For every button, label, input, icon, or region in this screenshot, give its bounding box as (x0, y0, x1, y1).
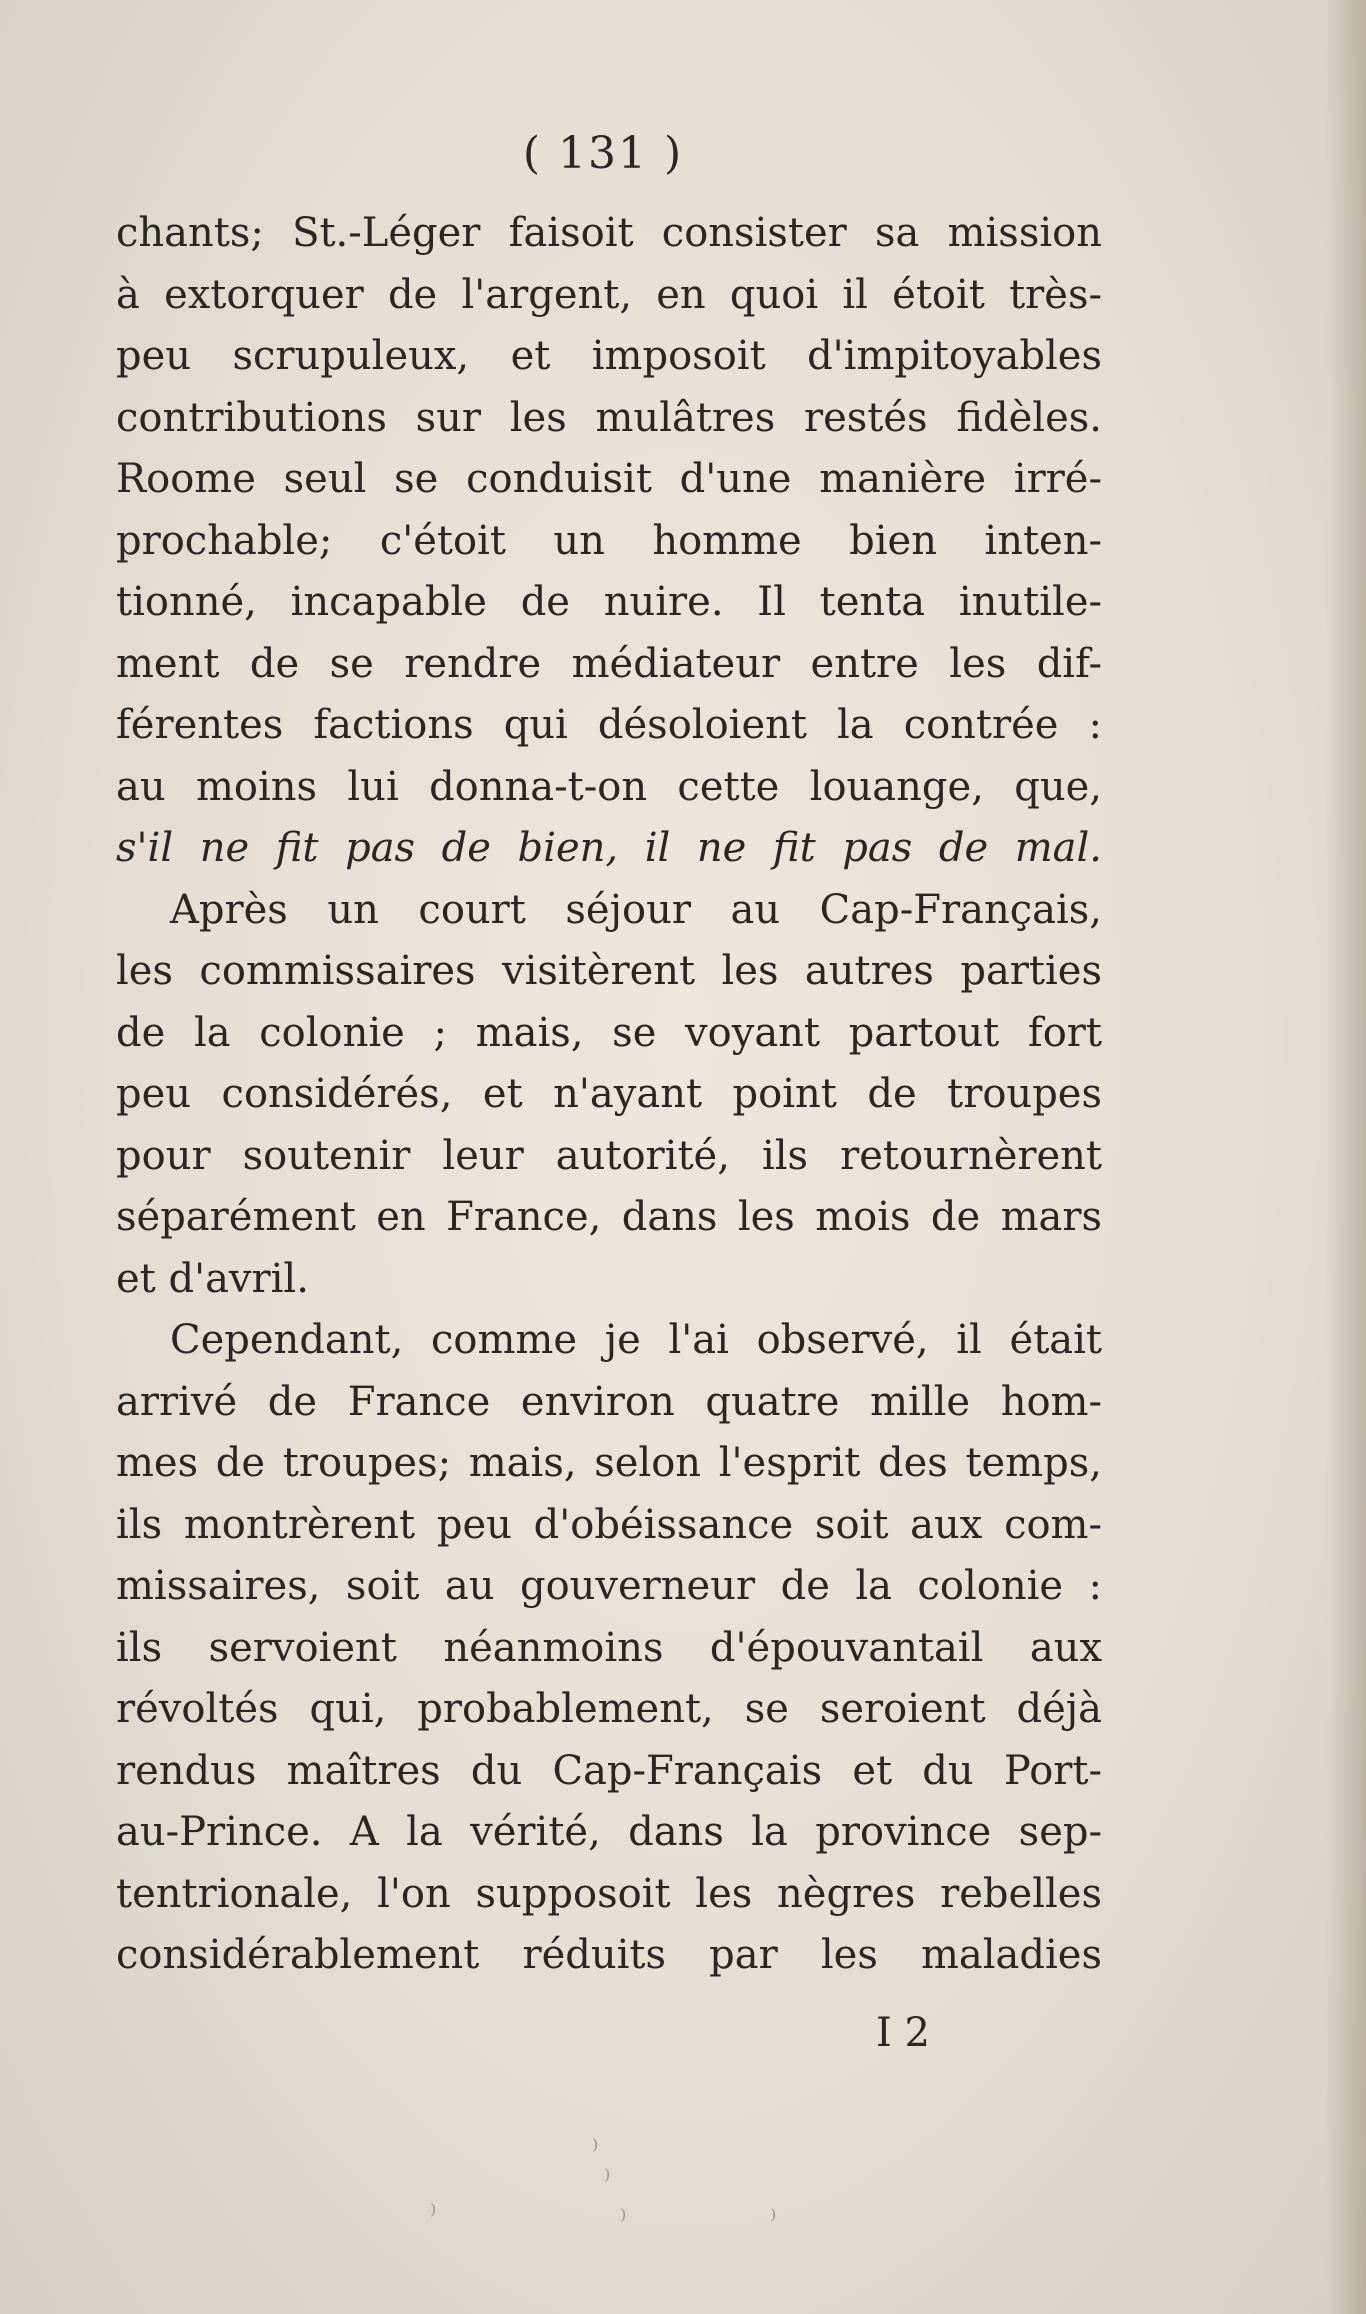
text-line: arrivé de France environ quatre mille hom- (116, 1378, 1102, 1425)
text-line: contributions sur les mulâtres restés fidèles. (116, 394, 1102, 441)
paragraph-start-line: Après un court séjour au Cap-Français, (170, 886, 1102, 933)
text-line: au-Prince. A la vérité, dans la province sep- (116, 1809, 1102, 1855)
text-line: Roome seul se conduisit d'une manière irré- (116, 456, 1102, 502)
text-line: missaires, soit au gouverneur de la colonie : (116, 1563, 1102, 1609)
ink-speck: ⁾ (770, 2205, 777, 2235)
text-line: peu considérés, et n'ayant point de troupes (116, 1071, 1102, 1117)
signature-mark: I 2 (876, 2010, 930, 2056)
text-line: les commissaires visitèrent les autres parties (116, 948, 1102, 994)
ink-speck: ⁾ (430, 2200, 437, 2230)
text-line: mes de troupes; mais, selon l'esprit des temps, (116, 1440, 1102, 1486)
ink-speck: ⁾ (604, 2165, 611, 2195)
text-line: révoltés qui, probablement, se seroient déjà (116, 1686, 1102, 1732)
text-line: ils montrèrent peu d'obéissance soit aux com- (116, 1501, 1102, 1548)
paragraph-start-line: Cependant, comme je l'ai observé, il était (170, 1317, 1102, 1363)
text-line: ils servoient néanmoins d'épouvantail aux (116, 1624, 1102, 1671)
text-line: férentes factions qui désoloient la contrée : (116, 702, 1102, 748)
page-number-header: ( 131 ) (522, 128, 684, 179)
ink-speck: ⁾ (620, 2205, 627, 2235)
text-line: prochable; c'étoit un homme bien inten- (116, 517, 1102, 564)
ink-speck: ⁾ (592, 2135, 599, 2165)
text-line: à extorquer de l'argent, en quoi il étoit très- (116, 271, 1102, 318)
body-text (116, 203, 1102, 1987)
paragraph-end-line: et d'avril. (116, 1255, 309, 1302)
text-line: tentrionale, l'on supposoit les nègres rebelles (116, 1870, 1102, 1917)
text-line: ment de se rendre médiateur entre les dif- (116, 640, 1102, 687)
text-line: au moins lui donna-t-on cette louange, que, (116, 763, 1102, 810)
text-line: pour soutenir leur autorité, ils retournèrent (116, 1132, 1102, 1179)
text-line: tionné, incapable de nuire. Il tenta inutile- (116, 579, 1102, 625)
text-line: séparément en France, dans les mois de mars (116, 1194, 1102, 1240)
text-line: de la colonie ; mais, se voyant partout fort (116, 1009, 1102, 1056)
text-line: chants; St.-Léger faisoit consister sa mission (116, 210, 1102, 256)
text-line: peu scrupuleux, et imposoit d'impitoyables (116, 333, 1102, 379)
italic-quote-line: s'il ne fit pas de bien, il ne fit pas de mal. (116, 825, 1102, 871)
text-line: considérablement réduits par les maladies (116, 1932, 1102, 1978)
text-line: rendus maîtres du Cap-Français et du Port- (116, 1747, 1102, 1794)
